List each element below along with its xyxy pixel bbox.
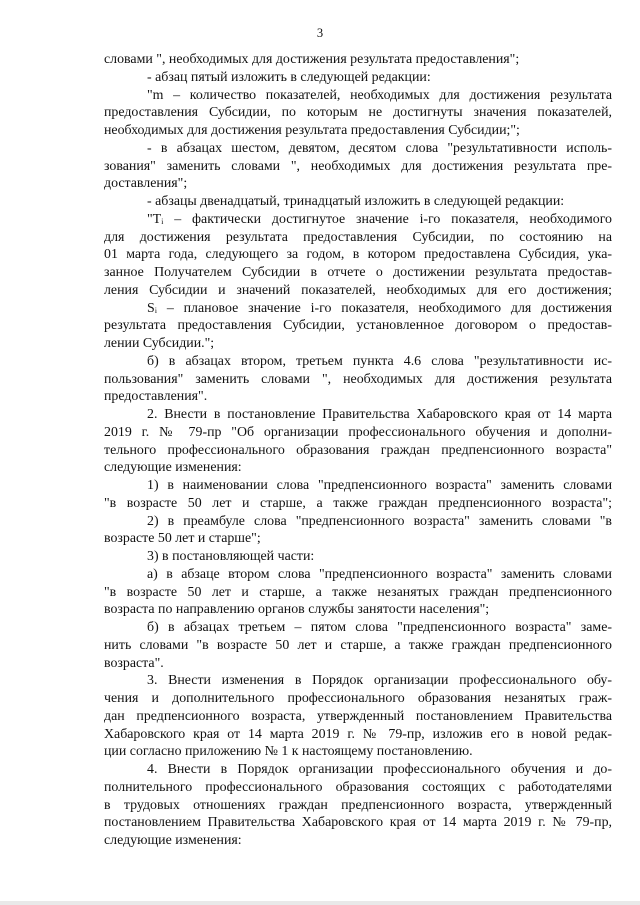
document-body	[104, 51, 612, 850]
text-line: нить словами "в возрасте 50 лет и старше, а также граждан предпенсионного	[104, 637, 612, 653]
text-line: ции согласно приложению № 1 к настоящему постановлению.	[104, 744, 473, 760]
text-line: "m – количество показателей, необходимых для достижения результата	[147, 87, 612, 103]
text-line: постановлением Правительства Хабаровского края от 14 марта 2019 г. № 79-пр,	[104, 815, 612, 831]
text-line: словами ", необходимых для достижения результата предоставления";	[104, 52, 520, 67]
text-line: 2) в преамбуле слова "предпенсионного возраста" заменить словами "в	[147, 513, 612, 529]
text-line: а) в абзаце втором слова "предпенсионного возраста" заменить словами	[147, 566, 612, 582]
text-line: результата предоставления Субсидии, установленное договором о предостав-	[104, 318, 612, 334]
text-line: занное Получателем Субсидии в отчете о достижении результата предостав-	[104, 265, 612, 280]
text-line: предоставления Субсидии, по которым не достигнуты значения показателей,	[104, 105, 612, 121]
text-line: предоставления".	[104, 389, 208, 405]
text-line: зования" заменить словами ", необходимых для достижения результата пре-	[104, 158, 612, 174]
text-line: - абзацы двенадцатый, тринадцатый изложить в следующей редакции:	[147, 194, 565, 209]
text-line: полнительного профессионального образования состоящих с работодателями	[104, 779, 612, 795]
text-line: Хабаровского края от 14 марта 2019 г. № 79-пр, изложив его в новой редак-	[104, 726, 612, 742]
text-line: - абзац пятый изложить в следующей редакции:	[147, 69, 431, 85]
text-line: ления Субсидии и значений показателей, необходимых для его достижения;	[104, 282, 612, 298]
text-line: 3) в постановляющей части:	[147, 549, 315, 564]
text-line: доставления";	[104, 176, 188, 192]
text-line: в трудовых отношениях граждан предпенсионного возраста, утвержденный	[104, 797, 612, 813]
text-line: б) в абзацах третьем – пятом слова "предпенсионного возраста" заме-	[147, 620, 612, 635]
text-line: необходимых для достижения результата предоставления Субсидии;";	[104, 123, 520, 138]
text-line: 2019 г. № 79-пр "Об организации профессионального обучения и дополни-	[104, 424, 612, 440]
text-line: 4. Внести в Порядок организации профессионального обучения и до-	[147, 762, 612, 777]
text-line: тельного профессионального образования граждан предпенсионного возраста"	[104, 442, 612, 458]
text-line: - в абзацах шестом, девятом, десятом слова "результативности исполь-	[147, 140, 612, 156]
text-line: "Tᵢ – фактически достигнутое значение i-го показателя, необходимого	[147, 211, 612, 227]
text-line: 2. Внести в постановление Правительства Хабаровского края от 14 марта	[147, 407, 612, 422]
text-line: лении Субсидии.";	[104, 336, 215, 351]
text-line: "в возрасте 50 лет и старше, а также незанятых граждан предпенсионного	[104, 584, 612, 600]
text-line: следующие изменения:	[104, 833, 242, 848]
text-line: для достижения результата предоставления Субсидии, по состоянию на	[104, 229, 612, 245]
text-line: Sᵢ – плановое значение i-го показателя, необходимого для достижения	[147, 300, 612, 316]
text-line: возраста по направлению органов службы занятости населения";	[104, 602, 490, 618]
text-line: 01 марта года, следующего за годом, в котором предоставлена Субсидия, ука-	[104, 247, 612, 263]
text-line: дан предпенсионного возраста, утвержденный постановлением Правительства	[104, 708, 612, 724]
page-bottom-edge	[0, 901, 640, 905]
text-line: б) в абзацах втором, третьем пункта 4.6 слова "результативности ис-	[147, 353, 612, 369]
text-line: 1) в наименовании слова "предпенсионного возраста" заменить словами	[147, 478, 612, 493]
page-number: 3	[316, 26, 324, 40]
text-line: чения и дополнительного профессионального образования незанятых граж-	[104, 691, 612, 706]
text-line: "в возрасте 50 лет и старше, а также граждан предпенсионного возраста";	[104, 495, 612, 511]
text-line: следующие изменения:	[104, 460, 242, 476]
text-line: 3. Внести изменения в Порядок организации профессионального обу-	[147, 673, 612, 689]
text-line: возраста".	[104, 655, 164, 671]
text-line: пользования" заменить словами ", необходимых для достижения результата	[104, 371, 612, 387]
text-line: возрасте 50 лет и старше";	[104, 531, 261, 547]
